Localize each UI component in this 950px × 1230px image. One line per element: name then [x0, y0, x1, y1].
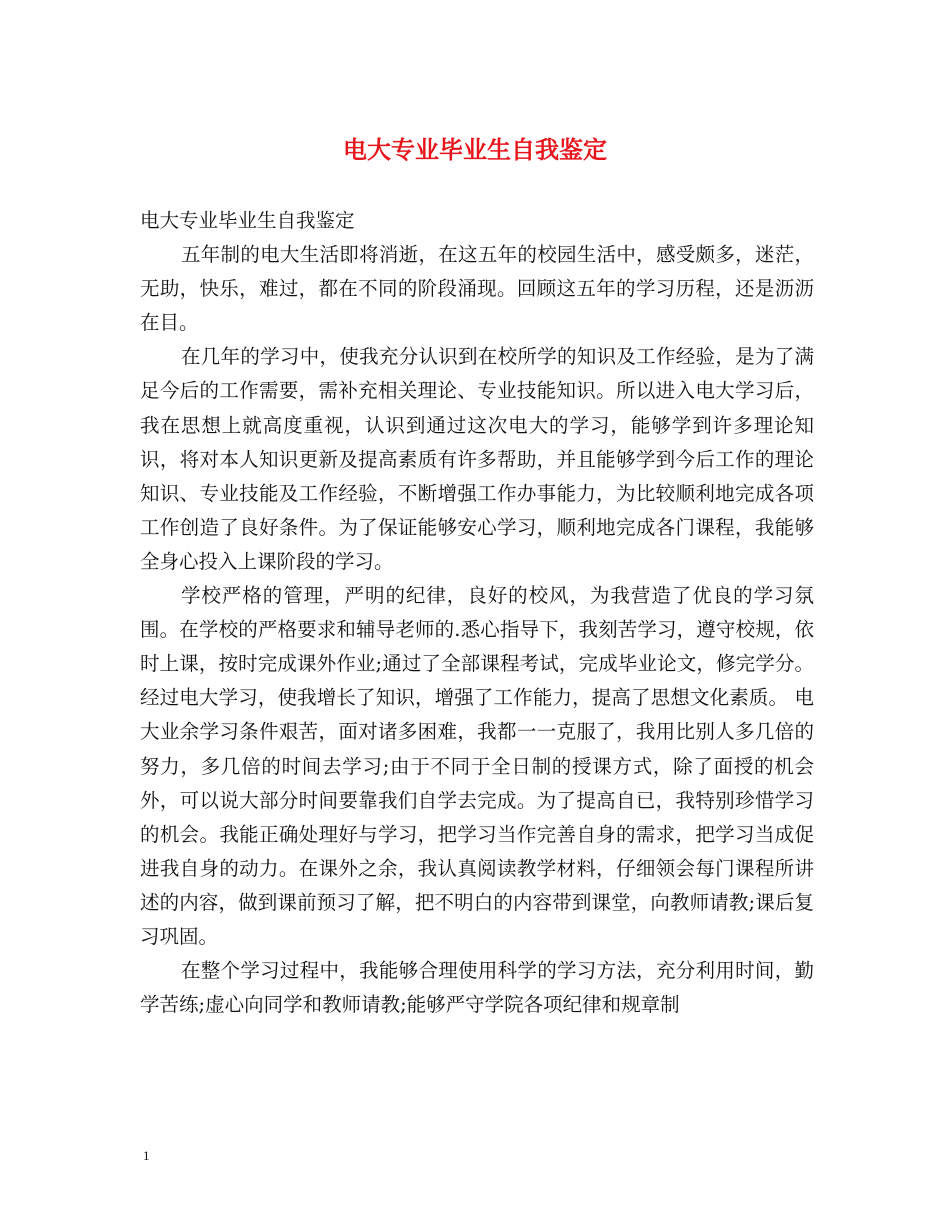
document-body — [140, 204, 814, 1022]
paragraph: 在整个学习过程中，我能够合理使用科学的学习方法，充分利用时间，勤学苦练;虚心向同学和教师请教;能够严守学院各项纪律和规章制 — [140, 959, 814, 1017]
page-number: 1 — [143, 1148, 150, 1163]
document-subtitle: 电大专业毕业生自我鉴定 — [140, 209, 355, 232]
paragraph: 学校严格的管理，严明的纪律，良好的校风，为我营造了优良的学习氛围。在学校的严格要求和辅导老师的.悉心指导下，我刻苦学习，遵守校规，依时上课，按时完成课外作业;通过了全部课程考试，完成毕业论文，修完学分。经过电大学习，使我增长了知识，增强了工作能力，提高了思想文化素质。 电大业余学习条件艰苦，面对诸多困难，我都一一克服了，我用比别人多几倍的努力，多几倍的时间去学习;由于不同于全日制的授课方式，除了面授的机会外，可以说大部分时间要靠我们自学去完成。为了提高自已，我特别珍惜学习的机会。我能正确处理好与学习，把学习当作完善自身的需求，把学习当成促进我自身的动力。在课外之余，我认真阅读教学材料，仔细领会每门课程所讲述的内容，做到课前预习了解，把不明白的内容带到课堂，向教师请教;课后复习巩固。 — [140, 584, 814, 948]
paragraph: 在几年的学习中，使我充分认识到在校所学的知识及工作经验，是为了满足今后的工作需要，需补充相关理论、专业技能知识。所以进入电大学习后，我在思想上就高度重视，认识到通过这次电大的学习，能够学到许多理论知识，将对本人知识更新及提高素质有许多帮助，并且能够学到今后工作的理论知识、专业技能及工作经验，不断增强工作办事能力，为比较顺利地完成各项工作创造了良好条件。为了保证能够安心学习，顺利地完成各门课程，我能够全身心投入上课阶段的学习。 — [140, 345, 814, 573]
paragraph: 五年制的电大生活即将消逝，在这五年的校园生活中，感受颇多，迷茫，无助，快乐，难过，都在不同的阶段涌现。回顾这五年的学习历程，还是沥沥在目。 — [140, 243, 814, 335]
document-title: 电大专业毕业生自我鉴定 — [343, 135, 607, 164]
